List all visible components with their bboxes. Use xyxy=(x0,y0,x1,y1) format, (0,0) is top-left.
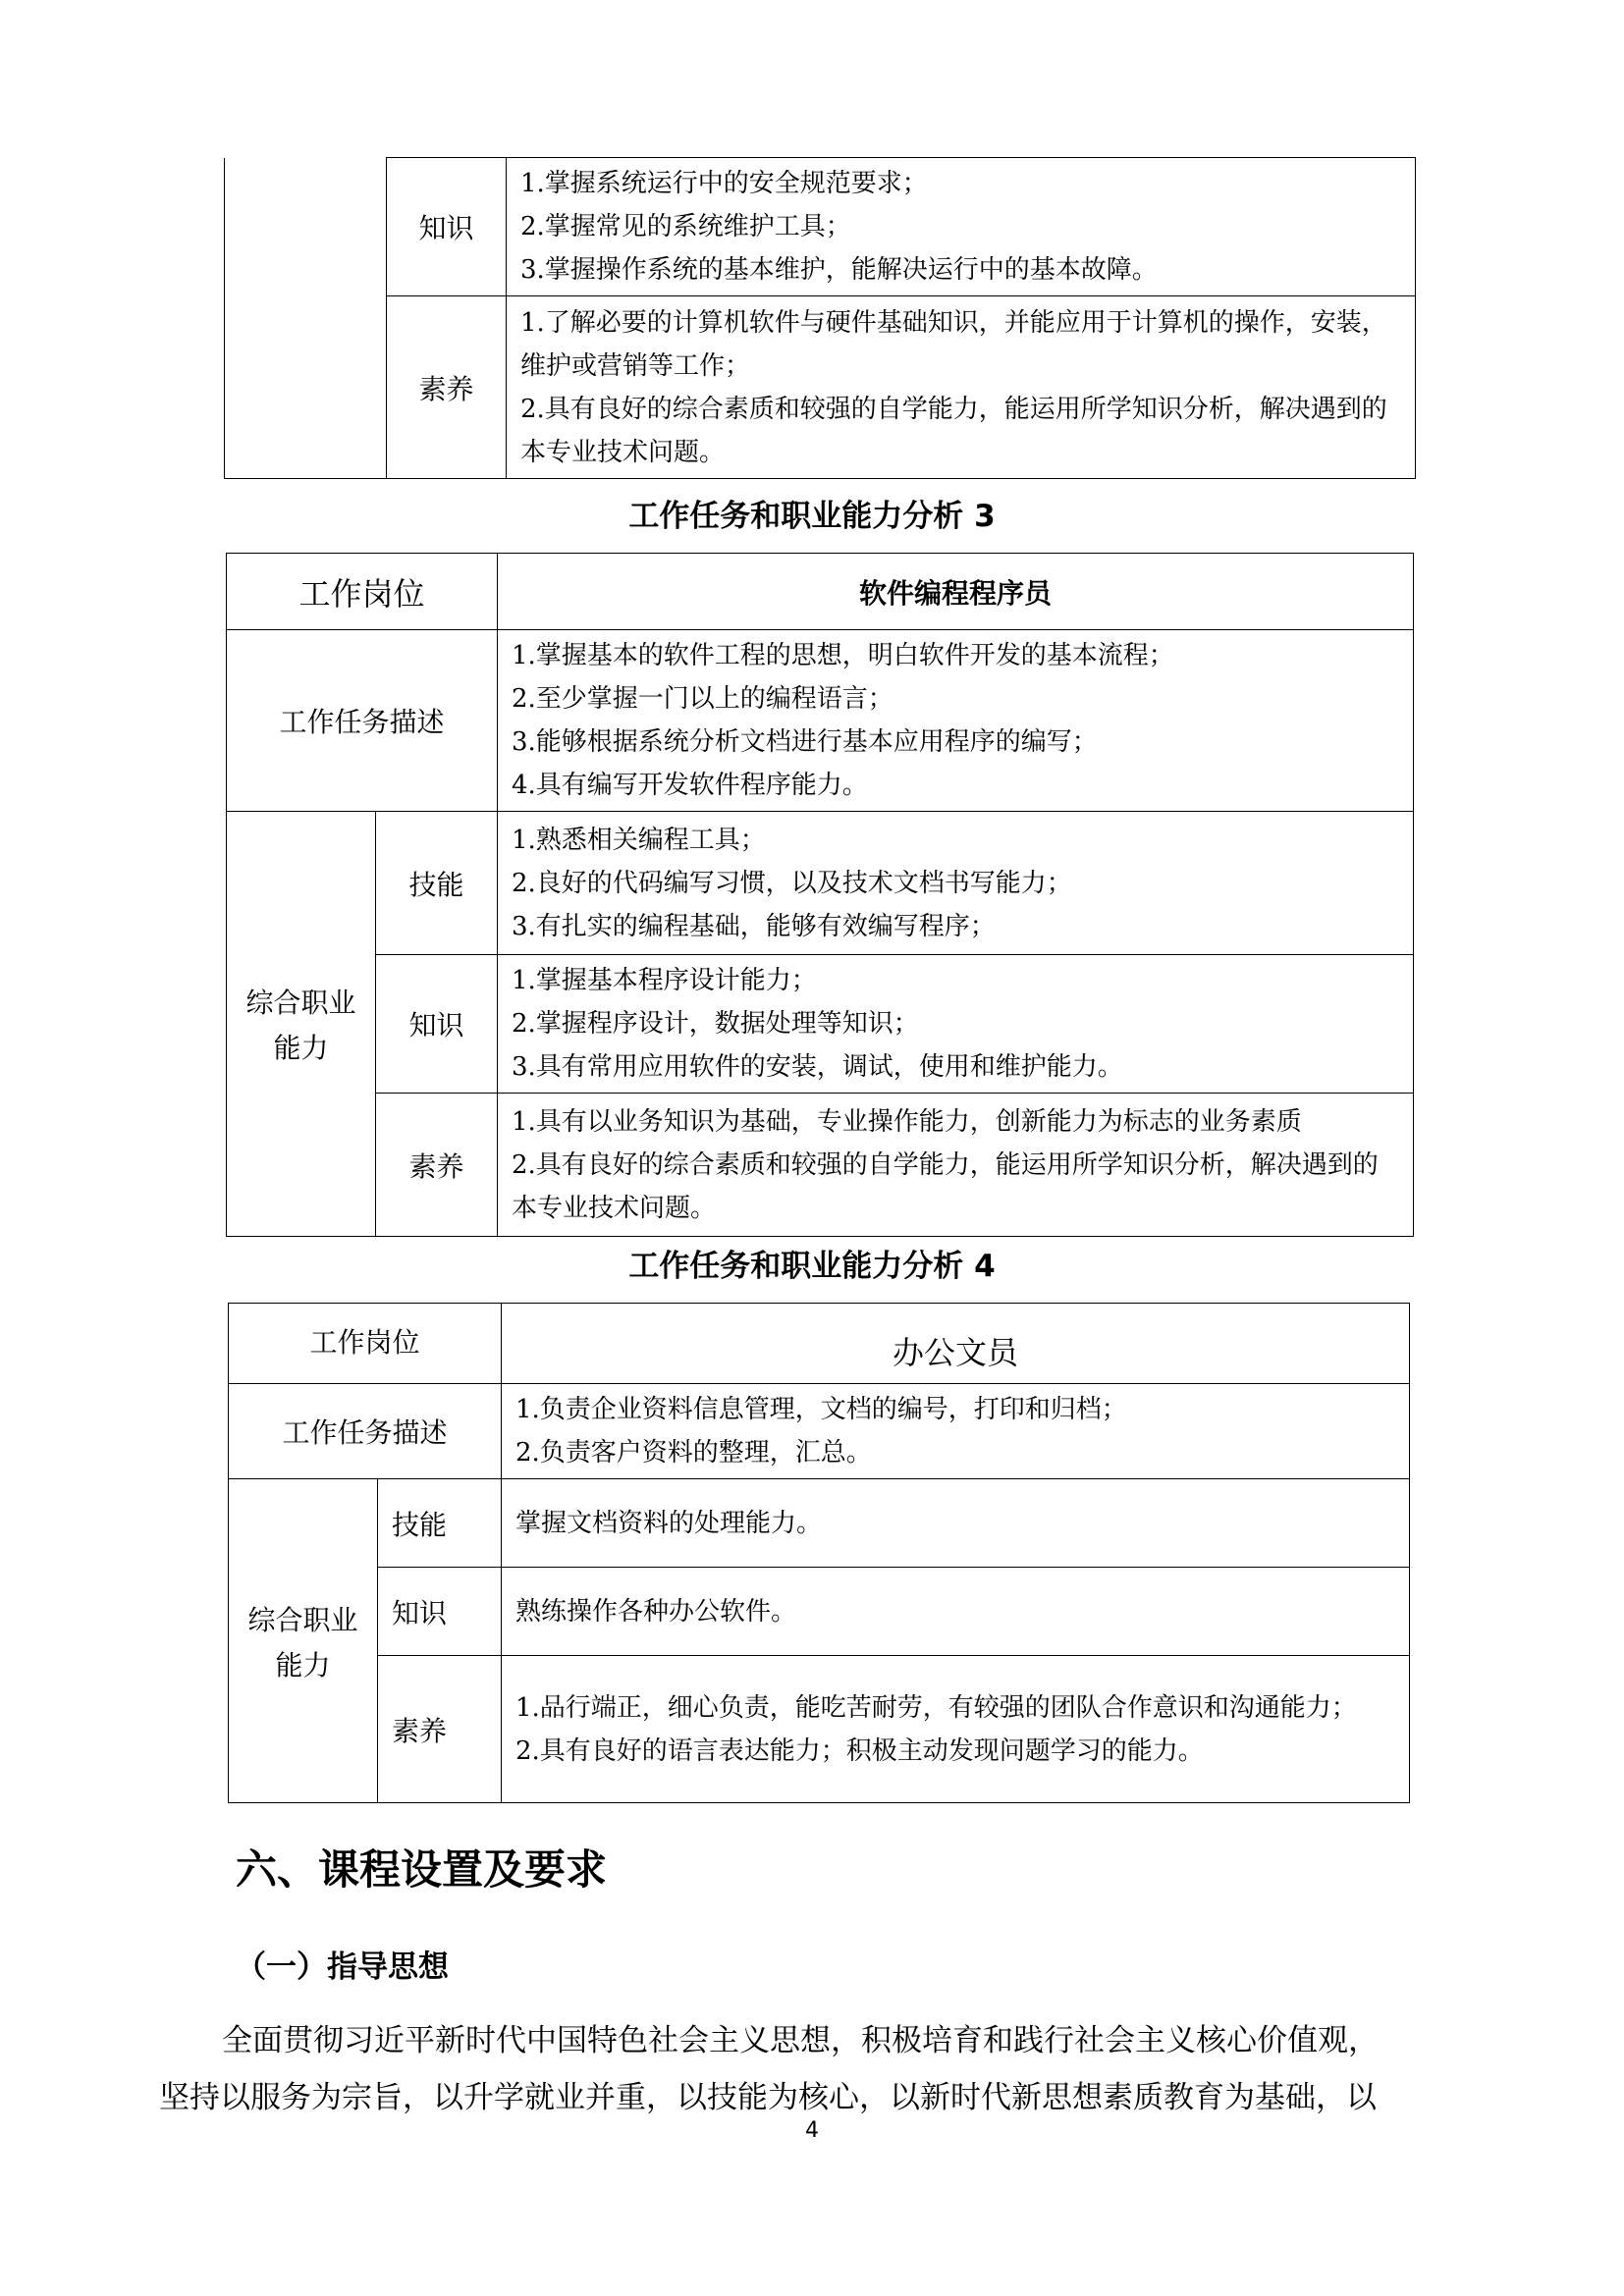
table-caption-3: 工作任务和职业能力分析 3 xyxy=(628,499,996,534)
table-row xyxy=(227,1094,1414,1237)
table-row xyxy=(229,1656,1410,1803)
section-heading: 六、课程设置及要求 xyxy=(236,1845,608,1894)
table-row xyxy=(225,158,1416,296)
row-label-skill: 技能 xyxy=(378,1479,502,1568)
table-ability-analysis-3 xyxy=(226,553,1414,1237)
ability-label xyxy=(229,1479,378,1803)
row-label-quality: 素养 xyxy=(376,1094,498,1237)
list-item: 熟练操作各种办公软件。 xyxy=(515,1596,797,1627)
row-label-knowledge: 知识 xyxy=(376,955,498,1094)
list-item: 2.至少掌握一门以上的编程语言； xyxy=(512,684,893,714)
table-row xyxy=(227,812,1414,955)
list-item: 1.品行端正，细心负责，能吃苦耐劳，有较强的团队合作意识和沟通能力； xyxy=(515,1692,1357,1723)
list-item: 1.了解必要的计算机软件与硬件基础知识，并能应用于计算机的操作，安装，维护或营销等工作； xyxy=(520,307,1387,381)
list-item: 1.负责企业资料信息管理，文档的编号，打印和归档； xyxy=(515,1395,1127,1424)
skill-items xyxy=(502,1479,1410,1568)
knowledge-items xyxy=(507,158,1416,296)
row-label-knowledge: 知识 xyxy=(387,158,507,296)
list-item: 2.负责客户资料的整理，汇总。 xyxy=(515,1438,872,1468)
table-caption-4: 工作任务和职业能力分析 4 xyxy=(628,1249,996,1284)
table-row xyxy=(227,630,1414,812)
page-number: 4 xyxy=(805,2118,819,2143)
paragraph-line: 坚持以服务为宗旨，以升学就业并重，以技能为核心，以新时代新思想素质教育为基础，以 xyxy=(159,2080,1377,2115)
position-value: 办公文员 xyxy=(502,1304,1410,1384)
subsection-heading: （一）指导思想 xyxy=(236,1949,449,1985)
task-description-label: 工作任务描述 xyxy=(229,1384,502,1479)
table-ability-analysis-4 xyxy=(228,1303,1410,1803)
table-row xyxy=(229,1568,1410,1656)
list-item: 4.具有编写开发软件程序能力。 xyxy=(512,771,868,800)
list-item: 掌握文档资料的处理能力。 xyxy=(515,1508,823,1538)
quality-items xyxy=(498,1094,1414,1237)
paragraph-line: 全面贯彻习近平新时代中国特色社会主义思想，积极培育和践行社会主义核心价值观， xyxy=(222,2023,1379,2058)
quality-items xyxy=(507,296,1416,479)
table-row xyxy=(227,955,1414,1094)
table-row xyxy=(227,554,1414,630)
table-row xyxy=(229,1304,1410,1384)
knowledge-items xyxy=(502,1568,1410,1656)
task-description-label: 工作任务描述 xyxy=(227,630,498,812)
list-item: 1.掌握系统运行中的安全规范要求； xyxy=(520,169,928,198)
list-item: 2.具有良好的综合素质和较强的自学能力，能运用所学知识分析，解决遇到的本专业技术问题。 xyxy=(512,1149,1379,1223)
skill-items xyxy=(498,812,1414,955)
list-item: 3.掌握操作系统的基本维护，能解决运行中的基本故障。 xyxy=(520,255,1158,285)
list-item: 3.具有常用应用软件的安装，调试，使用和维护能力。 xyxy=(512,1052,1123,1082)
task-description-items xyxy=(502,1384,1410,1479)
row-label-quality: 素养 xyxy=(378,1656,502,1803)
table-row xyxy=(229,1479,1410,1568)
ability-label-line: 综合职业 xyxy=(245,987,356,1019)
position-label: 工作岗位 xyxy=(229,1304,502,1384)
ability-label-line: 综合职业 xyxy=(247,1603,358,1636)
ability-label-line: 能力 xyxy=(273,1032,329,1064)
table-row xyxy=(229,1384,1410,1479)
merged-empty-cell xyxy=(225,158,387,479)
list-item: 1.具有以业务知识为基础，专业操作能力，创新能力为标志的业务素质 xyxy=(512,1106,1302,1137)
table-row xyxy=(225,296,1416,479)
position-value: 软件编程程序员 xyxy=(498,554,1414,630)
task-description-items xyxy=(498,630,1414,812)
table-ability-analysis-2-continued xyxy=(224,157,1416,479)
knowledge-items xyxy=(498,955,1414,1094)
list-item: 3.能够根据系统分析文档进行基本应用程序的编写； xyxy=(512,727,1098,757)
list-item: 1.掌握基本的软件工程的思想，明白软件开发的基本流程； xyxy=(512,641,1174,670)
row-label-knowledge: 知识 xyxy=(378,1568,502,1656)
list-item: 1.掌握基本程序设计能力； xyxy=(512,966,817,995)
list-item: 1.熟悉相关编程工具； xyxy=(512,825,766,855)
row-label-quality: 素养 xyxy=(387,296,507,479)
list-item: 2.具有良好的语言表达能力；积极主动发现问题学习的能力。 xyxy=(515,1735,1204,1766)
list-item: 2.掌握程序设计，数据处理等知识； xyxy=(512,1009,919,1039)
list-item: 2.良好的代码编写习惯，以及技术文档书写能力； xyxy=(512,868,1072,898)
quality-items xyxy=(502,1656,1410,1803)
list-item: 2.具有良好的综合素质和较强的自学能力，能运用所学知识分析，解决遇到的本专业技术问题。 xyxy=(520,394,1387,467)
row-label-skill: 技能 xyxy=(376,812,498,955)
list-item: 2.掌握常见的系统维护工具； xyxy=(520,212,851,241)
ability-label xyxy=(227,812,376,1237)
position-label: 工作岗位 xyxy=(227,554,498,630)
ability-label-line: 能力 xyxy=(275,1648,331,1682)
list-item: 3.有扎实的编程基础，能够有效编写程序； xyxy=(512,911,996,941)
